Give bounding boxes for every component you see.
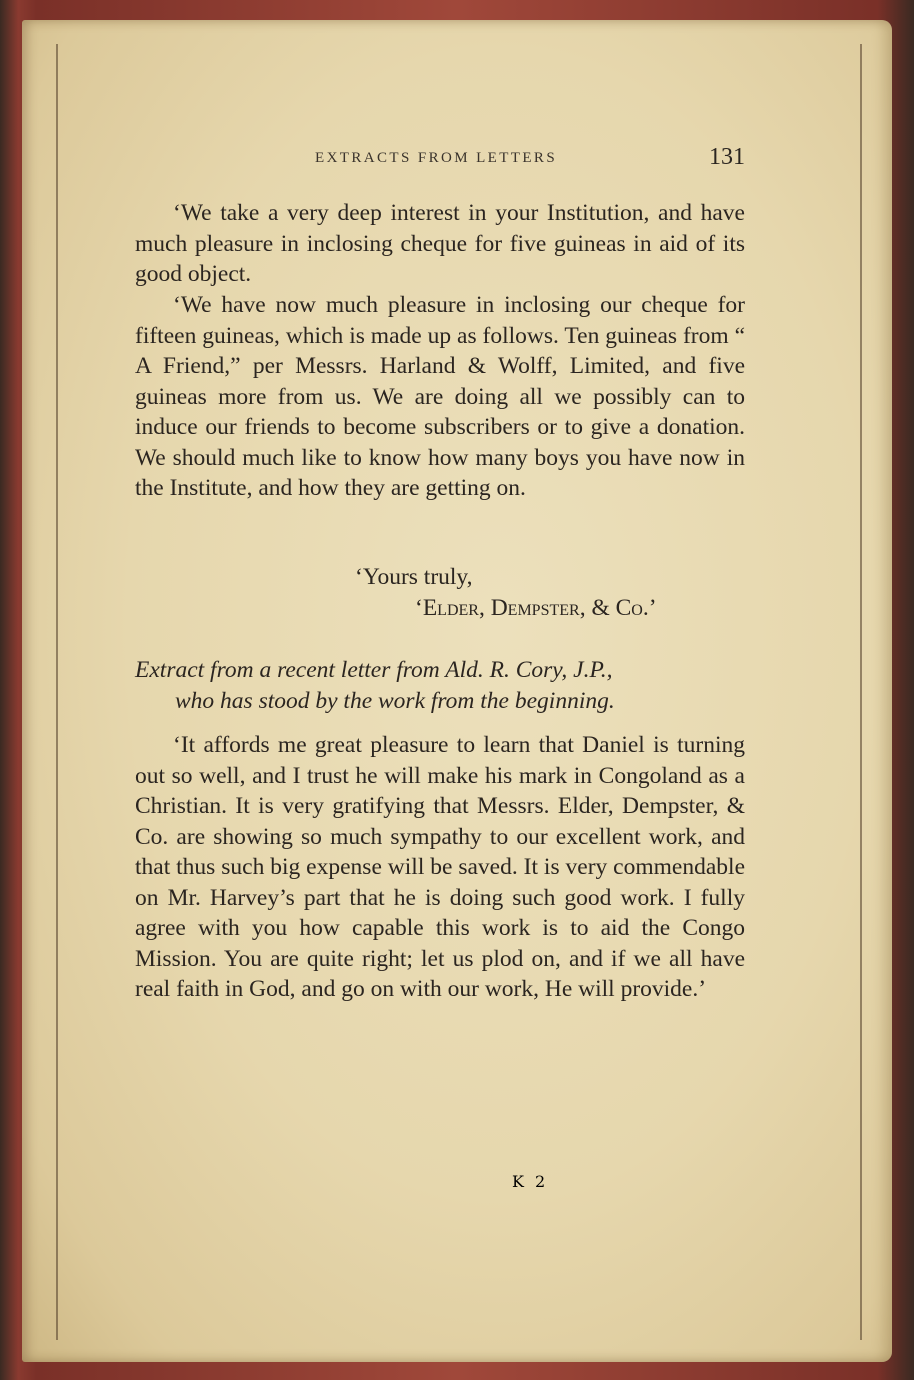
paragraph-1: ‘We take a very deep interest in your Institution, and have much pleasure in inclosing cheque for five guineas in aid of its good object. xyxy=(135,200,745,287)
running-title: EXTRACTS FROM LETTERS xyxy=(315,150,558,166)
running-head xyxy=(135,144,745,178)
signature-mark: K 2 xyxy=(512,1172,549,1191)
paragraph-2: ‘We have now much pleasure in inclosing our cheque for fifteen guineas, which is made up as follows. Ten guineas from “ A Friend,” per Messrs. Harland & Wolff, Limited, and five guineas more from us. We are doing all we possibly can to induce our friends to become subscribers or to give a donation. We should much like to know how many boys you have now in the Institute, and how they are getting on. xyxy=(135,292,745,501)
page-left-edge xyxy=(56,44,58,1340)
extract-heading-line-1: Extract from a recent letter from Ald. R. Cory, J.P., xyxy=(135,657,613,683)
closing-signatory: ‘Elder, Dempster, & Co.’ xyxy=(415,595,657,621)
page-right-edge xyxy=(860,44,862,1340)
paragraph-3: ‘It affords me great pleasure to learn that Daniel is turning out so well, and I trust he will make his mark in Congoland as a Christian. It is very gratifying that Messrs. Elder, Dempster, & Co. are showing so much sympathy to our excellent work, and that thus such big expense will be saved. It is very commendable on Mr. Harvey’s part that he is doing such good work. I fully agree with you how capable this work is to aid the Congo Mission. You are quite right; let us plod on, and if we all have real faith in God, and go on with our work, He will provide.’ xyxy=(135,732,745,1002)
extract-heading-line-2: who has stood by the work from the beginning. xyxy=(175,688,615,714)
page-number: 131 xyxy=(709,144,745,170)
extract-heading xyxy=(135,655,745,717)
closing-salutation: ‘Yours truly, xyxy=(355,564,473,590)
